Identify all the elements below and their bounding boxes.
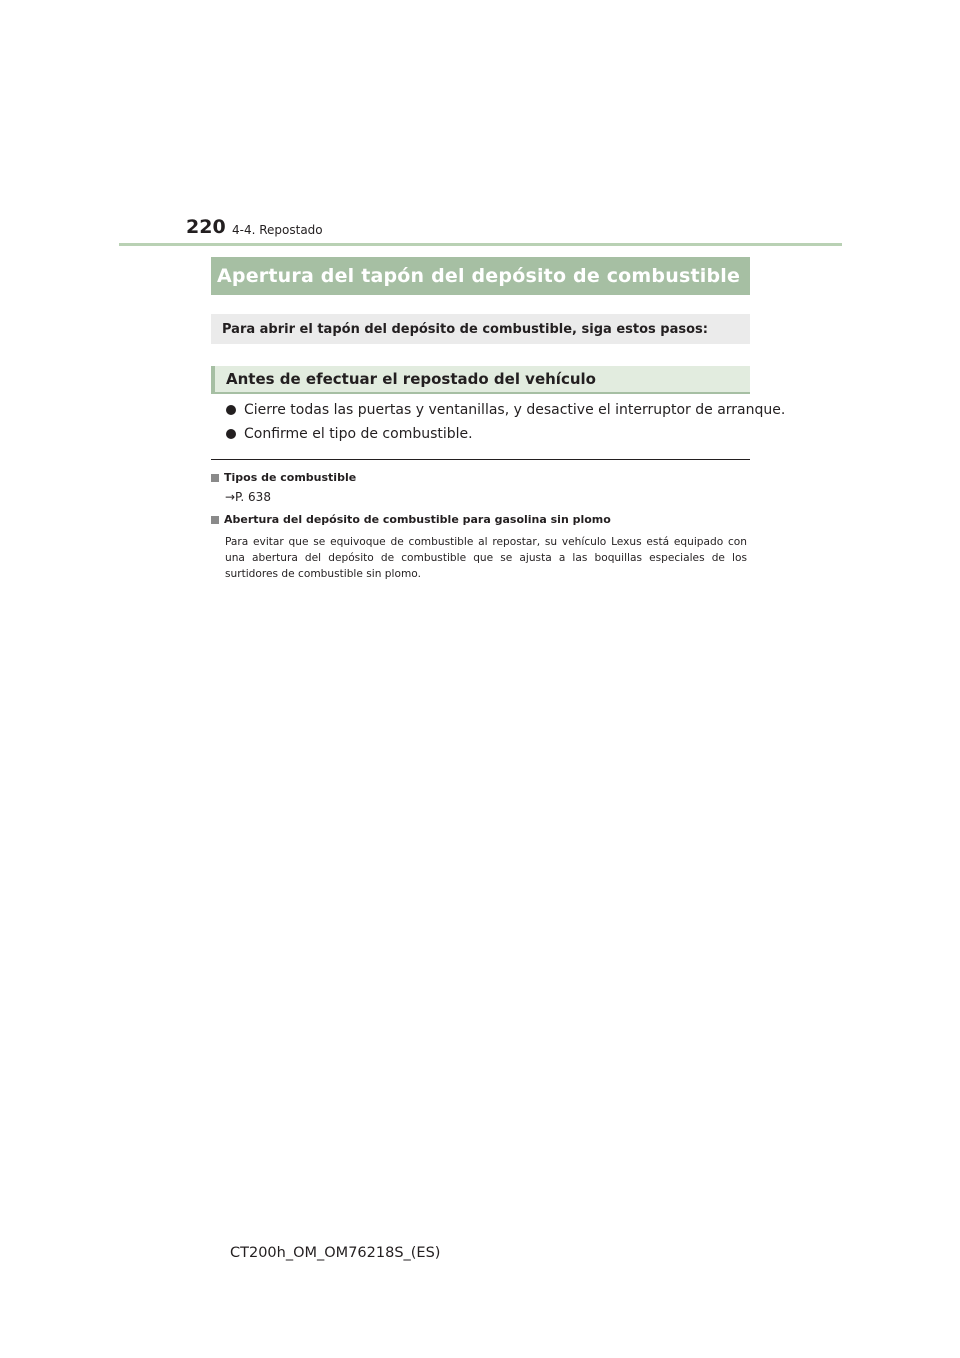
subheading: Antes de efectuar el repostado del vehículo — [226, 370, 596, 388]
note-body: Para evitar que se equivoque de combustible al repostar, su vehículo Lexus está equipado con una abertura del depósito de combustible que se ajusta a las boquillas especiales de los surtidores de combustible sin plomo. — [225, 536, 747, 580]
bullet-dot-icon — [226, 429, 236, 439]
section-divider — [211, 459, 750, 460]
page-number: 220 — [186, 216, 226, 238]
note-heading — [211, 471, 356, 484]
page-title: Apertura del tapón del depósito de combustible — [217, 265, 741, 287]
intro-band — [211, 314, 750, 344]
page-title-band — [211, 257, 750, 295]
watermark: carmanualsonline.info — [618, 1333, 863, 1355]
document-code: CT200h_OM_OM76218S_(ES) — [230, 1245, 441, 1261]
intro-text: Para abrir el tapón del depósito de combustible, siga estos pasos: — [222, 321, 708, 337]
note-heading-text: Abertura del depósito de combustible para gasolina sin plomo — [224, 513, 611, 526]
page-reference: →P. 638 — [225, 490, 271, 504]
square-bullet-icon — [211, 516, 219, 524]
bullet-text: Confirme el tipo de combustible. — [244, 426, 473, 442]
bullet-text: Cierre todas las puertas y ventanillas, y desactive el interruptor de arranque. — [244, 402, 786, 418]
note-heading-text: Tipos de combustible — [224, 471, 357, 484]
bullet-dot-icon — [226, 405, 236, 415]
subheading-band — [211, 366, 750, 394]
header-divider — [119, 243, 842, 246]
bullet-item — [226, 426, 473, 442]
section-label: 4-4. Repostado — [232, 223, 323, 237]
bullet-item — [226, 402, 785, 418]
note-heading — [211, 513, 611, 526]
square-bullet-icon — [211, 474, 219, 482]
